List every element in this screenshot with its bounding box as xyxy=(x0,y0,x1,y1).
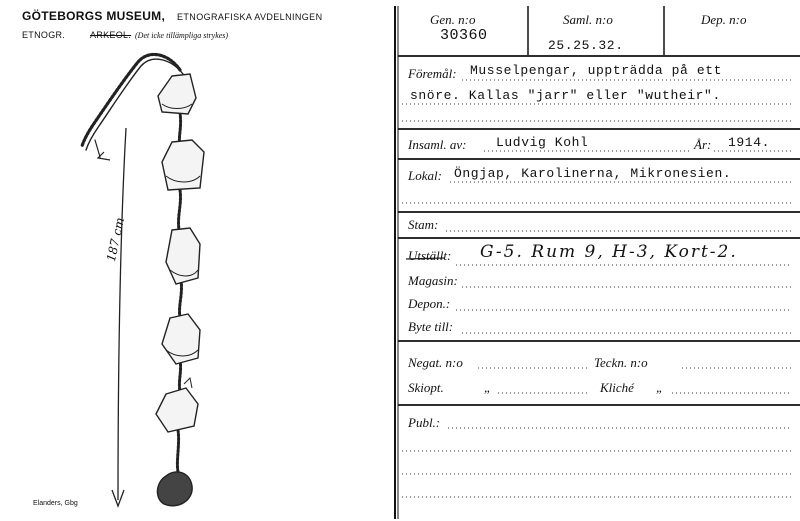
stam-label: Stam: xyxy=(408,217,439,232)
printer-imprint: Elanders, Gbg xyxy=(33,500,78,507)
foremal-value-line2: snöre. Kallas "jarr" eller "wutheir". xyxy=(410,88,721,103)
insaml-label: Insaml. av: xyxy=(408,137,467,152)
gen-number-label: Gen. n:o xyxy=(430,12,476,27)
lokal-label: Lokal: xyxy=(408,168,442,183)
gen-number-value: 30360 xyxy=(440,27,488,44)
utstallt-value: G-5. Rum 9, H-3, Kort-2. xyxy=(480,242,738,262)
skiopt-label: Skiopt. xyxy=(408,380,444,395)
saml-number-value: 25.25.32. xyxy=(548,38,624,53)
saml-number-label: Saml. n:o xyxy=(563,12,613,27)
kliche-label: Kliché xyxy=(600,380,634,395)
skiopt-ditto: „ xyxy=(484,380,492,395)
museum-name: GÖTEBORGS MUSEUM, xyxy=(22,9,166,23)
department-name: ETNOGRAFISKA AVDELNINGEN xyxy=(177,12,323,22)
publ-label: Publ.: xyxy=(408,415,441,430)
kliche-ditto: „ xyxy=(656,380,664,395)
depon-label: Depon.: xyxy=(408,296,451,311)
teckn-label: Teckn. n:o xyxy=(594,355,648,370)
ar-label: År: xyxy=(694,137,712,152)
magasin-label: Magasin: xyxy=(408,273,458,288)
byte-label: Byte till: xyxy=(408,319,454,334)
utstallt-label: Utställt: xyxy=(408,248,452,263)
etnogr-label: ETNOGR. xyxy=(22,30,66,40)
ar-value: 1914. xyxy=(728,135,771,150)
strike-note: (Det icke tillämpliga strykes) xyxy=(135,31,229,40)
foremal-value-line1: Musselpengar, uppträdda på ett xyxy=(470,63,723,78)
foremal-label: Föremål: xyxy=(408,66,457,81)
lokal-value: Öngjap, Karolinerna, Mikronesien. xyxy=(454,166,732,181)
dep-number-label: Dep. n:o xyxy=(701,12,747,27)
negat-label: Negat. n:o xyxy=(408,355,463,370)
length-label: 187 cm xyxy=(104,216,128,263)
arkeol-label-struck: ARKEOL. xyxy=(90,30,132,40)
insaml-value: Ludvig Kohl xyxy=(496,135,589,150)
